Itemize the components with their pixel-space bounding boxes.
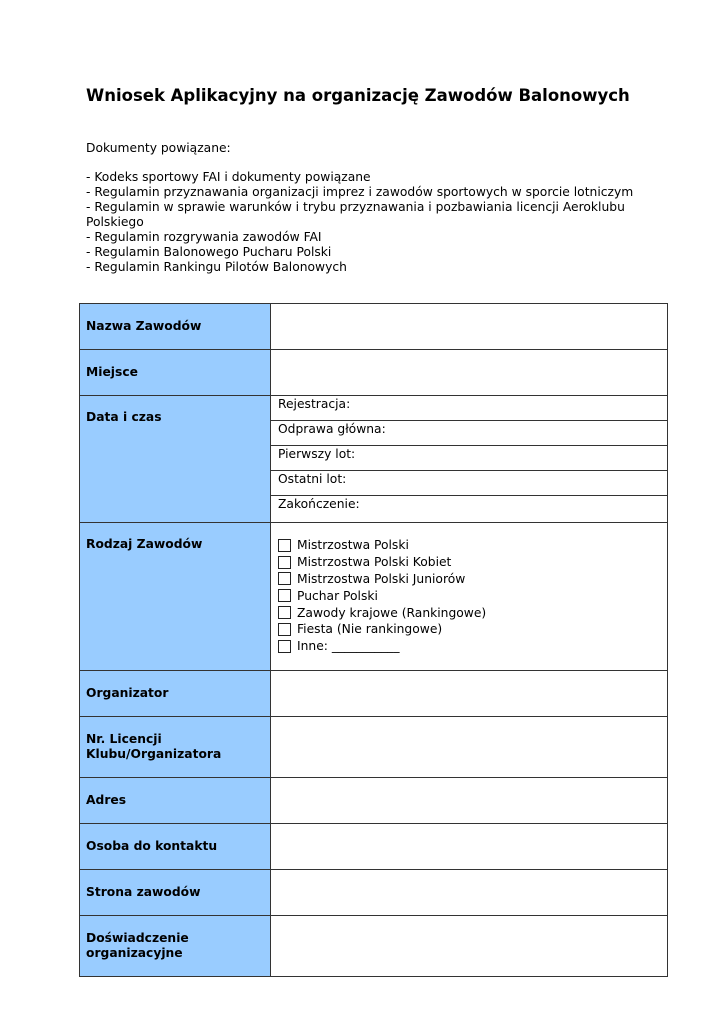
label-adres: Adres <box>80 778 271 824</box>
label-data-i-czas: Data i czas <box>80 396 271 523</box>
field-data-i-czas <box>271 396 668 523</box>
label-miejsce: Miejsce <box>80 350 271 396</box>
checkbox[interactable] <box>278 623 291 636</box>
field-nazwa-zawodow[interactable] <box>271 304 668 350</box>
field-adres[interactable] <box>271 778 668 824</box>
field-zakonczenie[interactable]: Zakończenie: <box>278 497 360 511</box>
field-osoba-do-kontaktu[interactable] <box>271 824 668 870</box>
label-doswiadczenie: Doświadczenie organizacyjne <box>80 916 271 977</box>
option-zawody-krajowe[interactable]: Zawody krajowe (Rankingowe) <box>278 604 667 621</box>
option-mistrzostwa-polski-juniorow[interactable]: Mistrzostwa Polski Juniorów <box>278 571 667 588</box>
option-inne[interactable]: Inne: ___________ <box>278 638 667 655</box>
document-item: - Kodeks sportowy FAI i dokumenty powiązane <box>86 170 371 184</box>
option-fiesta[interactable]: Fiesta (Nie rankingowe) <box>278 621 667 638</box>
field-miejsce[interactable] <box>271 350 668 396</box>
documents-list <box>86 170 646 275</box>
field-ostatni-lot[interactable]: Ostatni lot: <box>271 471 667 496</box>
label-osoba-do-kontaktu: Osoba do kontaktu <box>80 824 271 870</box>
application-form-table <box>79 303 668 977</box>
option-mistrzostwa-polski-kobiet[interactable]: Mistrzostwa Polski Kobiet <box>278 554 667 571</box>
label-strona-zawodow: Strona zawodów <box>80 870 271 916</box>
option-puchar-polski[interactable]: Puchar Polski <box>278 587 667 604</box>
field-doswiadczenie[interactable] <box>271 916 668 977</box>
document-item: - Regulamin Balonowego Pucharu Polski <box>86 245 332 259</box>
field-strona-zawodow[interactable] <box>271 870 668 916</box>
label-nr-licencji: Nr. Licencji Klubu/Organizatora <box>80 717 271 778</box>
checkbox[interactable] <box>278 572 291 585</box>
option-mistrzostwa-polski[interactable]: Mistrzostwa Polski <box>278 537 667 554</box>
checkbox[interactable] <box>278 606 291 619</box>
documents-heading: Dokumenty powiązane: <box>86 141 231 155</box>
checkbox[interactable] <box>278 539 291 552</box>
document-item: - Regulamin w sprawie warunków i trybu przyznawania i pozbawiania licencji Aeroklubu Polskiego <box>86 200 625 229</box>
checkbox[interactable] <box>278 640 291 653</box>
label-rodzaj-zawodow: Rodzaj Zawodów <box>80 523 271 671</box>
page-title: Wniosek Aplikacyjny na organizację Zawodów Balonowych <box>86 86 630 105</box>
document-item: - Regulamin Rankingu Pilotów Balonowych <box>86 260 347 274</box>
field-organizator[interactable] <box>271 671 668 717</box>
field-odprawa-glowna[interactable]: Odprawa główna: <box>271 421 667 446</box>
field-rejestracja[interactable]: Rejestracja: <box>271 396 667 421</box>
field-rodzaj-zawodow <box>271 523 668 671</box>
field-pierwszy-lot[interactable]: Pierwszy lot: <box>271 446 667 471</box>
field-nr-licencji[interactable] <box>271 717 668 778</box>
label-nazwa-zawodow: Nazwa Zawodów <box>80 304 271 350</box>
document-item: - Regulamin rozgrywania zawodów FAI <box>86 230 322 244</box>
checkbox[interactable] <box>278 589 291 602</box>
document-item: - Regulamin przyznawania organizacji imprez i zawodów sportowych w sporcie lotniczym <box>86 185 634 199</box>
checkbox[interactable] <box>278 556 291 569</box>
label-organizator: Organizator <box>80 671 271 717</box>
